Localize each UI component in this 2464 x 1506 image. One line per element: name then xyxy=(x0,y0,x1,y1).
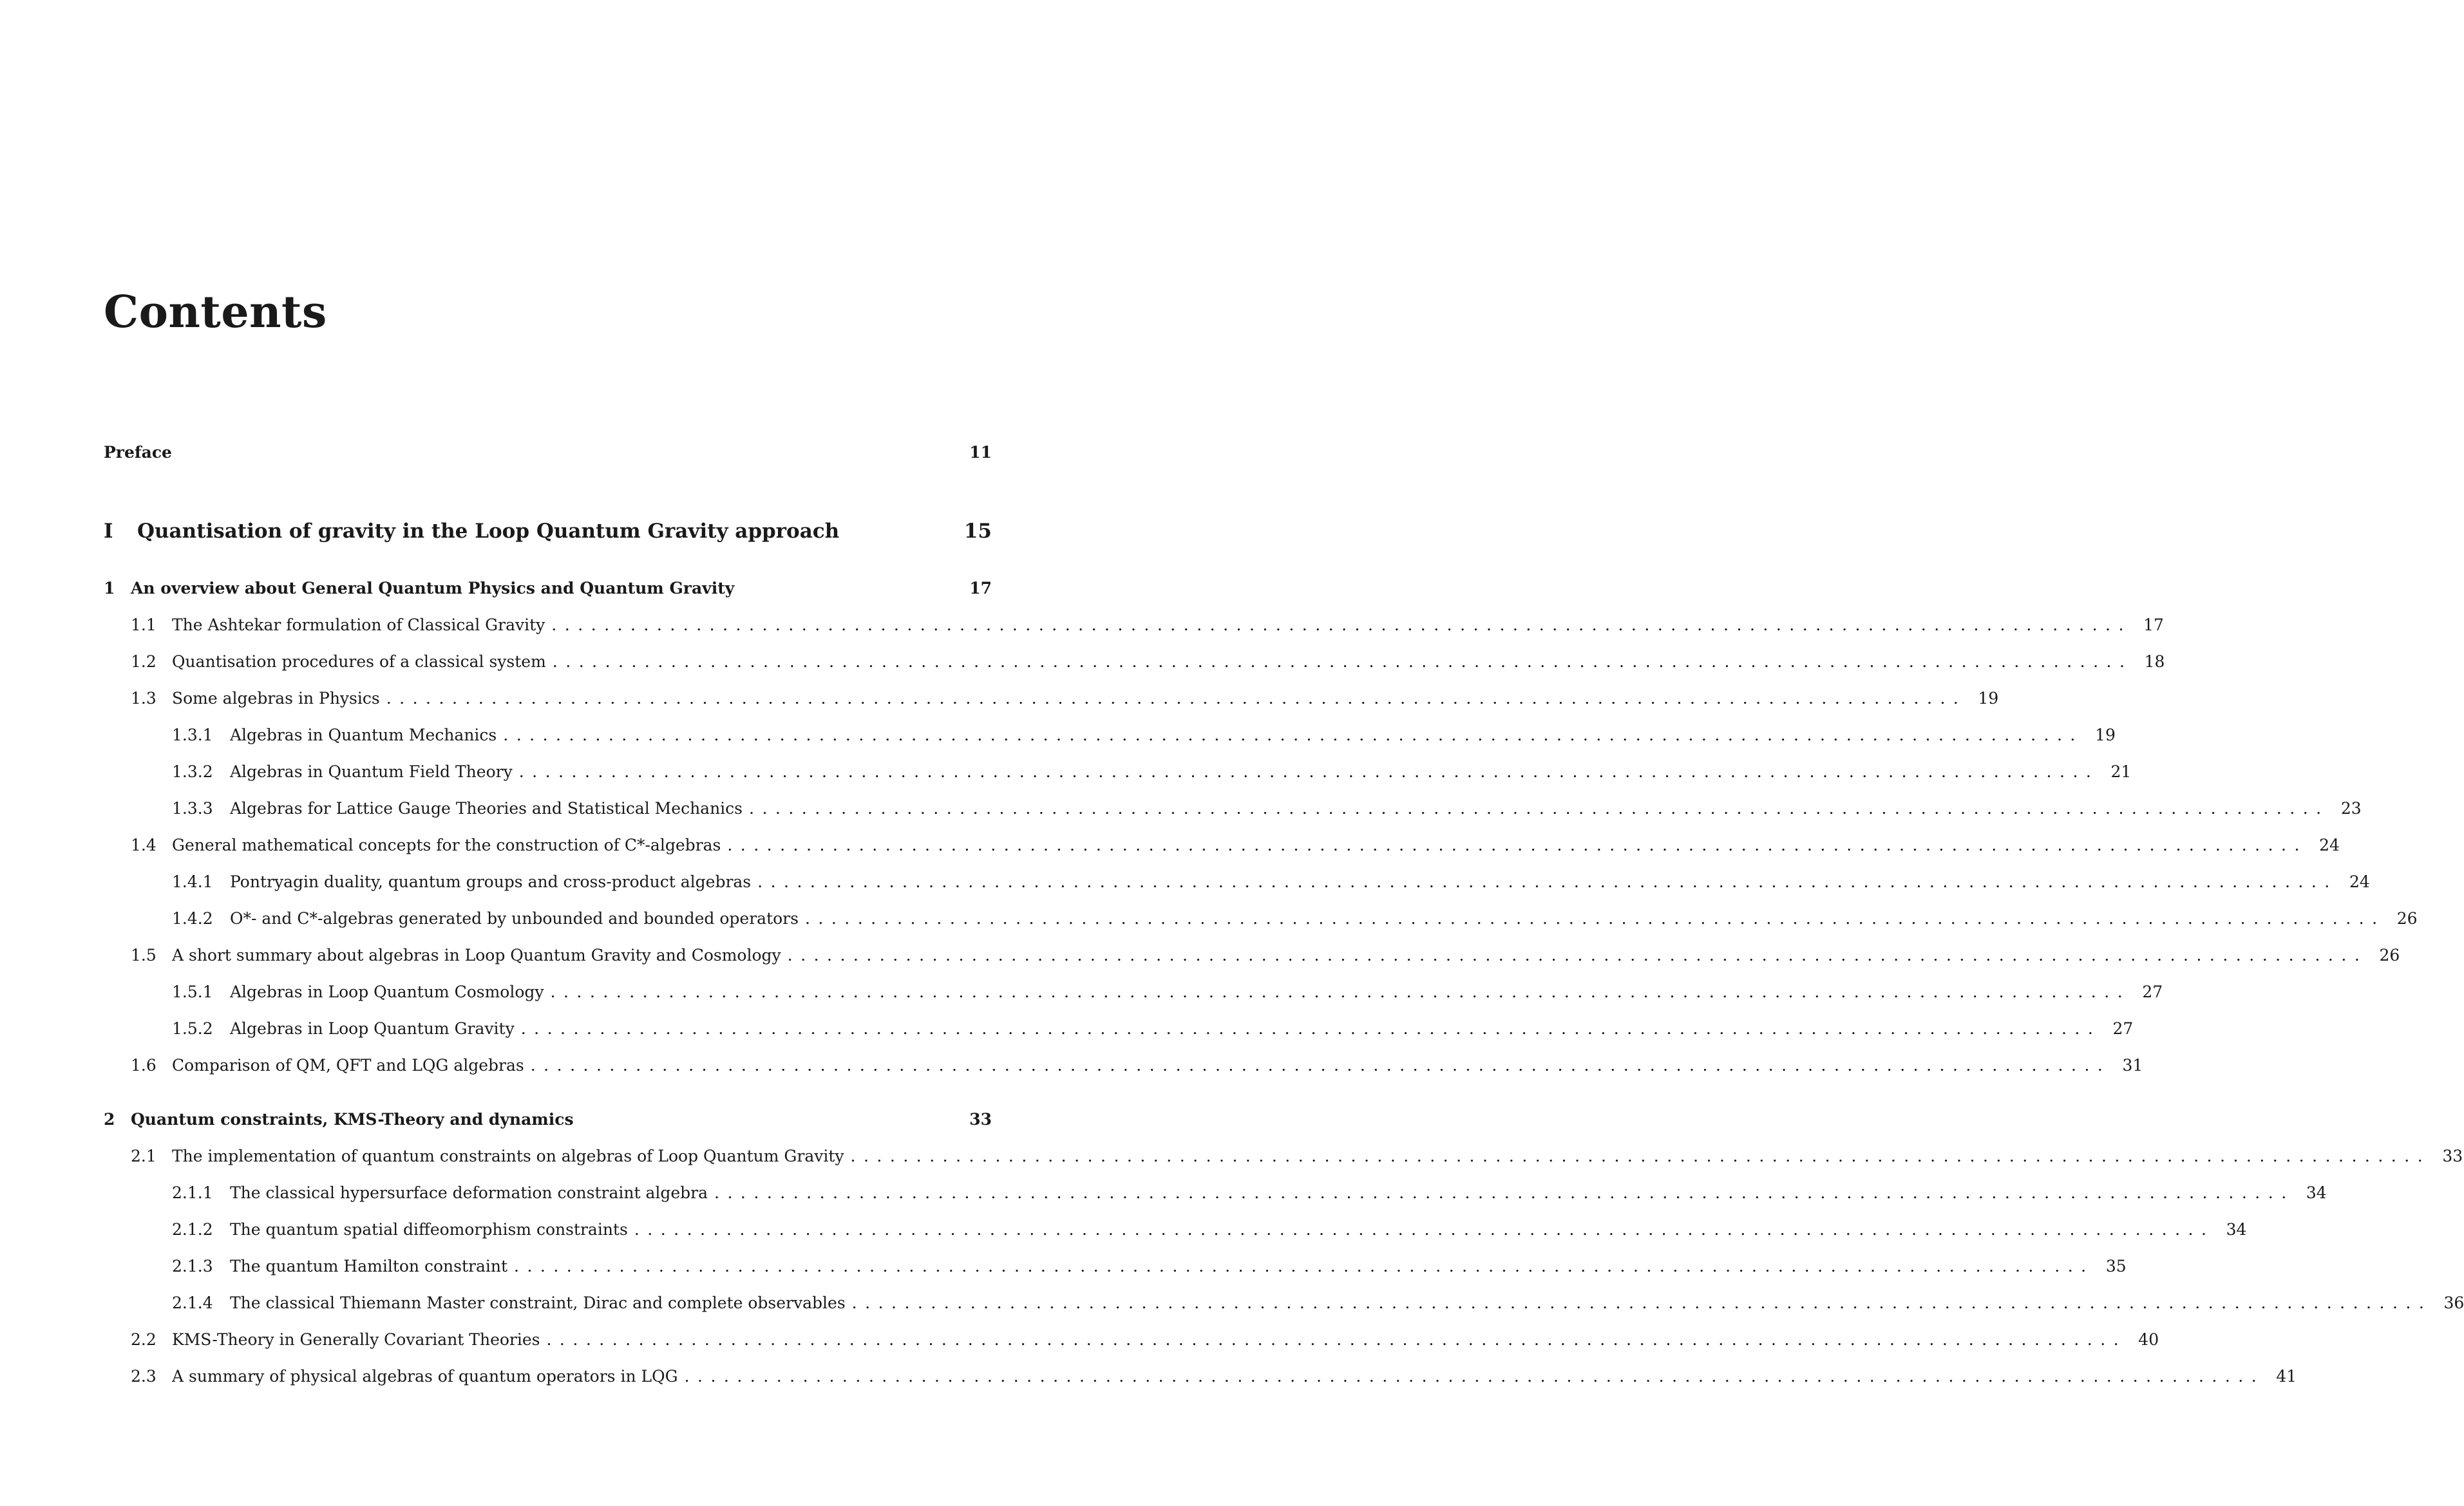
toc-entry-number: 1.6 xyxy=(131,1056,156,1075)
toc-chapter-number: 1 xyxy=(104,579,115,598)
toc-entry-label: Algebras in Loop Quantum Cosmology xyxy=(230,983,544,1001)
toc-entry-number: 2.2 xyxy=(131,1330,156,1349)
toc-entry-label: Algebras in Loop Quantum Gravity xyxy=(230,1019,515,1038)
toc-entry-number: 2.3 xyxy=(131,1367,156,1386)
leader-dots: ........................................................................................................................ xyxy=(850,1147,2431,1165)
toc-entry[interactable] xyxy=(104,945,2400,966)
toc-entry-page: 34 xyxy=(2306,1183,2327,1202)
leader-dots: ........................................................................................................................ xyxy=(851,1294,2432,1312)
toc-entry-label: Quantisation procedures of a classical system xyxy=(172,652,546,671)
toc-entry[interactable] xyxy=(104,1018,2134,1040)
toc-entry[interactable] xyxy=(104,981,2163,1003)
toc-entry-label: The quantum Hamilton constraint xyxy=(230,1257,508,1275)
toc-entry-page: 24 xyxy=(2319,836,2340,854)
toc-entry-page: 35 xyxy=(2105,1257,2127,1275)
toc-entry[interactable] xyxy=(104,798,2362,820)
toc-entry[interactable] xyxy=(104,908,2418,930)
toc-entry[interactable] xyxy=(104,724,2116,746)
page-title: Contents xyxy=(104,287,327,338)
toc-entry[interactable] xyxy=(104,1145,2463,1167)
toc-preface[interactable] xyxy=(104,442,992,464)
toc-entry[interactable] xyxy=(104,1055,2143,1077)
toc-entry[interactable] xyxy=(104,651,2165,673)
toc-entry[interactable] xyxy=(104,871,2370,893)
leader-dots: ........................................................................................................................ xyxy=(714,1183,2295,1202)
toc-entry[interactable] xyxy=(104,1366,2297,1388)
toc-entry-label: KMS-Theory in Generally Covariant Theories xyxy=(172,1330,540,1349)
toc-entry-label: General mathematical concepts for the construction of C*-algebras xyxy=(172,836,721,854)
toc-entry-page: 34 xyxy=(2226,1220,2247,1239)
toc-entry-number: 2.1.2 xyxy=(172,1220,213,1239)
leader-dots: ........................................................................................................................ xyxy=(634,1220,2215,1239)
toc-entry-page: 21 xyxy=(2110,762,2132,781)
toc-entry[interactable] xyxy=(104,1292,2464,1314)
leader-dots: ........................................................................................................................ xyxy=(386,689,1967,708)
leader-dots: ........................................................................................................................ xyxy=(503,726,2083,744)
toc-entry-page: 31 xyxy=(2122,1056,2143,1075)
toc-part-number: I xyxy=(104,520,113,543)
leader-dots: ........................................................................................................................ xyxy=(552,652,2133,671)
toc-entry-page: 23 xyxy=(2340,799,2362,818)
leader-dots: ........................................................................................................................ xyxy=(551,616,2132,634)
toc-entry-number: 2.1.1 xyxy=(172,1183,213,1202)
toc-entry[interactable] xyxy=(104,688,1999,710)
toc-chapter[interactable] xyxy=(104,578,992,599)
leader-dots: ........................................................................................................................ xyxy=(518,762,2099,781)
leader-dots: ........................................................................................................................ xyxy=(514,1257,2094,1275)
toc-entry-number: 1.4 xyxy=(131,836,156,854)
toc-preface-page: 11 xyxy=(969,443,992,462)
toc-entry-label: O*- and C*-algebras generated by unbounded and bounded operators xyxy=(230,909,799,928)
toc-entry-label: Some algebras in Physics xyxy=(172,689,380,708)
toc-entry-number: 1.1 xyxy=(131,616,156,634)
toc-entry-label: Algebras in Quantum Mechanics xyxy=(230,726,497,744)
toc-entry[interactable] xyxy=(104,614,2164,636)
toc-entry-label: A summary of physical algebras of quantum operators in LQG xyxy=(172,1367,678,1386)
toc-entry-number: 2.1 xyxy=(131,1147,156,1165)
toc-entry-label: Algebras for Lattice Gauge Theories and Statistical Mechanics xyxy=(230,799,743,818)
toc-entry-page: 26 xyxy=(2396,909,2418,928)
toc-entry[interactable] xyxy=(104,834,2340,856)
toc-chapter-page: 33 xyxy=(969,1110,992,1129)
leader-dots: ........................................................................................................................ xyxy=(727,836,2308,854)
toc-entry-number: 1.4.1 xyxy=(172,872,213,891)
toc-entry-number: 1.5.2 xyxy=(172,1019,213,1038)
toc-entry-number: 1.5 xyxy=(131,946,156,965)
toc-entry-label: The Ashtekar formulation of Classical Gravity xyxy=(172,616,545,634)
toc-entry-page: 24 xyxy=(2349,872,2370,891)
toc-entry-number: 1.2 xyxy=(131,652,156,671)
toc-entry-label: The implementation of quantum constraints on algebras of Loop Quantum Gravity xyxy=(172,1147,844,1165)
toc-entry-label: The quantum spatial diffeomorphism constraints xyxy=(230,1220,628,1239)
leader-dots: ........................................................................................................................ xyxy=(787,946,2368,965)
toc-entry[interactable] xyxy=(104,1256,2127,1277)
toc-entry-label: A short summary about algebras in Loop Quantum Gravity and Cosmology xyxy=(172,946,781,965)
toc-entry-label: Pontryagin duality, quantum groups and cross-product algebras xyxy=(230,872,752,891)
toc-entry-page: 27 xyxy=(2142,983,2163,1001)
toc-entry-page: 41 xyxy=(2276,1367,2297,1386)
toc-entry[interactable] xyxy=(104,1219,2247,1241)
toc-entry[interactable] xyxy=(104,1329,2159,1351)
toc-entry-number: 1.4.2 xyxy=(172,909,213,928)
toc-entry-page: 17 xyxy=(2143,616,2164,634)
toc-entry-number: 1.3.3 xyxy=(172,799,213,818)
toc-chapter-label: Quantum constraints, KMS-Theory and dynamics xyxy=(131,1110,574,1129)
leader-dots: ........................................................................................................................ xyxy=(684,1367,2265,1386)
toc-preface-label: Preface xyxy=(104,443,172,462)
toc-entry-number: 2.1.4 xyxy=(172,1294,213,1312)
toc-entry-label: The classical hypersurface deformation constraint algebra xyxy=(230,1183,708,1202)
toc-entry-page: 19 xyxy=(1978,689,1999,708)
toc-entry-number: 1.3.2 xyxy=(172,762,213,781)
leader-dots: ........................................................................................................................ xyxy=(749,799,2329,818)
toc-entry-label: The classical Thiemann Master constraint, Dirac and complete observables xyxy=(230,1294,846,1312)
toc-entry-page: 26 xyxy=(2379,946,2400,965)
toc-entry-number: 1.3.1 xyxy=(172,726,213,744)
toc-chapter-label: An overview about General Quantum Physics and Quantum Gravity xyxy=(131,579,735,598)
toc-chapter-number: 2 xyxy=(104,1110,115,1129)
toc-entry-page: 36 xyxy=(2443,1294,2464,1312)
toc-part-label: Quantisation of gravity in the Loop Quantum Gravity approach xyxy=(137,520,840,543)
toc-entry[interactable] xyxy=(104,1182,2327,1204)
toc-entry-number: 1.3 xyxy=(131,689,156,708)
toc-entry-number: 2.1.3 xyxy=(172,1257,213,1275)
leader-dots: ........................................................................................................................ xyxy=(550,983,2131,1001)
toc-entry-number: 1.5.1 xyxy=(172,983,213,1001)
toc-entry-page: 27 xyxy=(2112,1019,2134,1038)
leader-dots: ........................................................................................................................ xyxy=(520,1019,2101,1038)
toc-entry-page: 33 xyxy=(2442,1147,2463,1165)
toc-part[interactable] xyxy=(104,518,992,544)
leader-dots: ........................................................................................................................ xyxy=(757,872,2338,891)
toc-entry-label: Comparison of QM, QFT and LQG algebras xyxy=(172,1056,524,1075)
leader-dots: ........................................................................................................................ xyxy=(546,1330,2127,1349)
toc-entry-page: 40 xyxy=(2138,1330,2159,1349)
leader-dots: ........................................................................................................................ xyxy=(804,909,2385,928)
toc-entry-label: Algebras in Quantum Field Theory xyxy=(230,762,513,781)
toc-entry-page: 18 xyxy=(2144,652,2165,671)
leader-dots: ........................................................................................................................ xyxy=(530,1056,2111,1075)
toc-entry[interactable] xyxy=(104,761,2132,783)
toc-chapter-page: 17 xyxy=(969,579,992,598)
toc-chapter[interactable] xyxy=(104,1109,992,1131)
toc-part-page: 15 xyxy=(963,520,992,543)
toc-entry-page: 19 xyxy=(2095,726,2116,744)
